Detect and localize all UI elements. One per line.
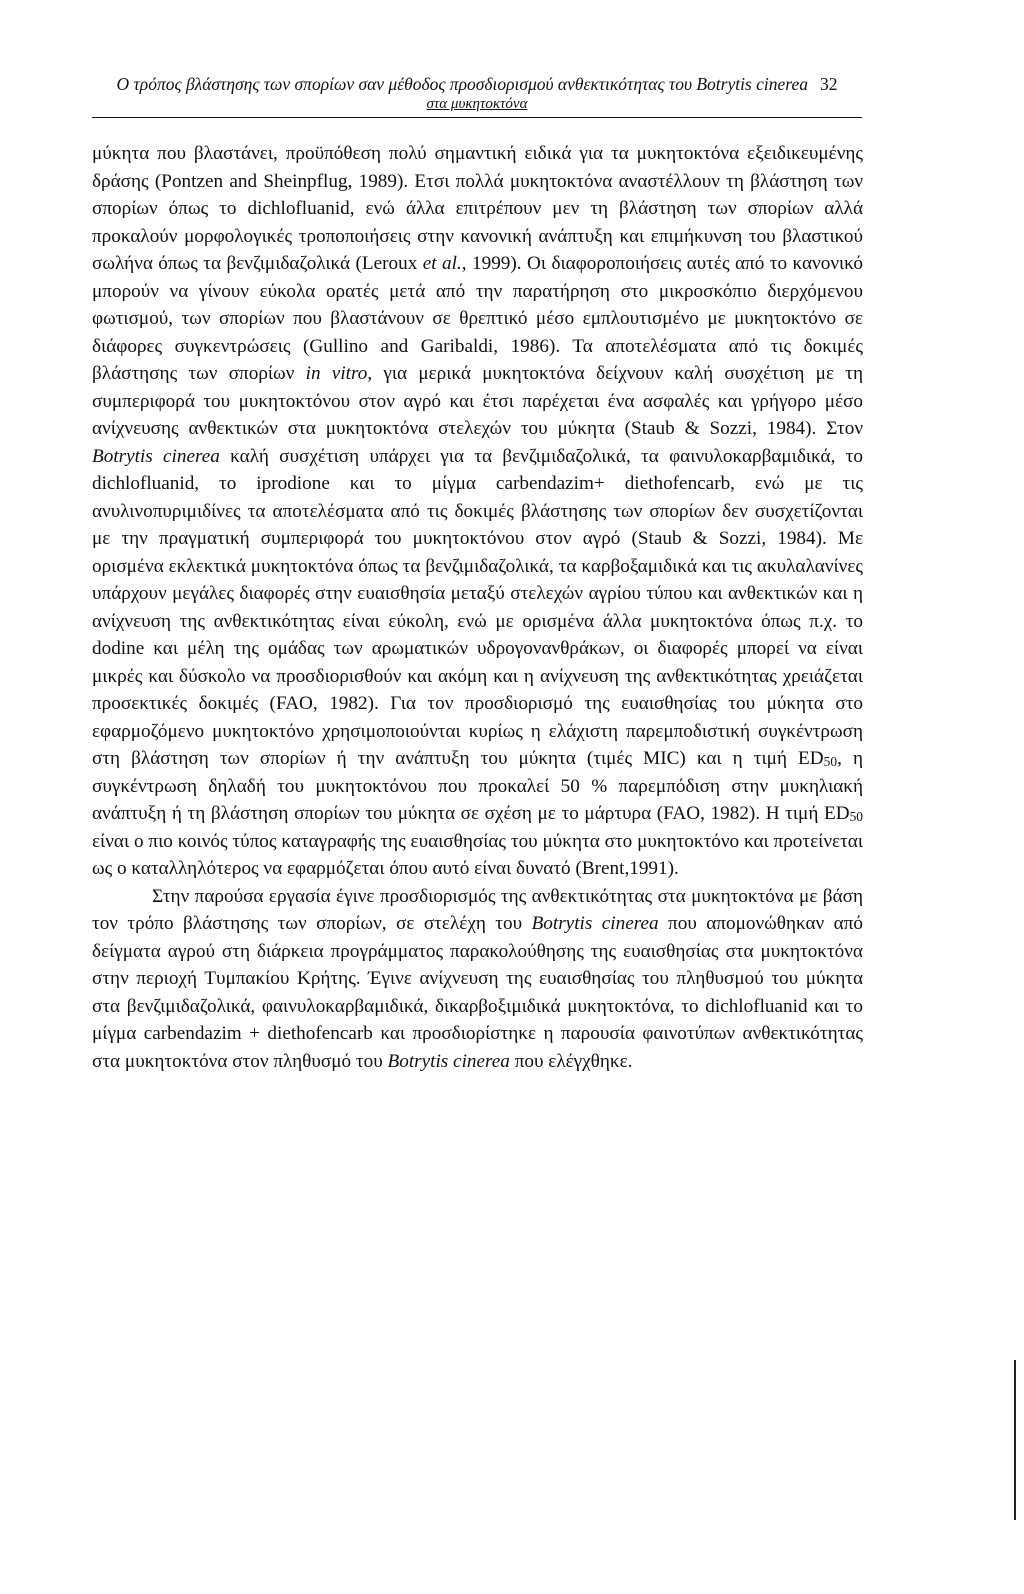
- paragraph-1: [92, 140, 863, 883]
- italic-run: Botrytis cinerea: [92, 445, 220, 467]
- page-number: 32: [819, 74, 838, 94]
- text-run: , η συγκέντρωση δηλαδή του μυκητοκτόνου που προκαλεί 50 % παρεμπόδιση στην μυκηλιακή ανάπτυξη ή τη βλάστηση σπορίων του μύκητα σε σχέση με το μάρτυρα (FAO, 1982). Η τιμή ED: [92, 748, 863, 824]
- italic-run: et al.: [422, 253, 462, 274]
- text-run: Στην παρούσα εργασία έγινε προσδιορισμός της ανθεκτικότητας στα μυκητοκτόνα με βάση τον τρόπο βλάστησης των σπορίων, σε στελέχη του: [92, 885, 863, 934]
- scan-edge-mark: [1014, 1360, 1016, 1520]
- text-run: που ελέγχθηκε.: [509, 1050, 633, 1072]
- text-run: καλή συσχέτιση υπάρχει για τα βενζιμιδαζολικά, τα φαινυλοκαρβαμιδικά, το dichlofluanid, το iprodione και το μίγμα carbendazim+ diethofencarb, ενώ με τις ανυλινοπυριμιδίνες τα αποτελέσματα από τις δοκιμές βλάστησης των σπορίων δεν συσχετίζονται με την πραγματική συμπεριφορά του μυκητοκτόνου στον αγρό (Staub & Sozzi, 1984). Με ορισμένα εκλεκτικά μυκητοκτόνα όπως τα βενζιμιδαζολικά, τα καρβοξαμιδικά και τις ακυλαλανίνες υπάρχουν μεγάλες διαφορές στην ευαισθησία μεταξύ στελεχών αγρίου τύπου και ανθεκτικών και η ανίχνευση της ανθεκτικότητας είναι εύκολη, ενώ με ορισμένα άλλα μυκητοκτόνα όπως π.χ. το dodine και μέλη της ομάδας των αρωματικών υδρογονανθράκων, οι διαφορές μπορεί να είναι μικρές και δύσκολο να προσδιορισθούν και ακόμη και η ανίχνευση της ανθεκτικότητας χρειάζεται προσεκτικές δοκιμές (FAO, 1982). Για τον προσδιορισμό της ευαισθησίας του μύκητα στο εφαρμοζόμενο μυκητοκτόνο χρησιμοποιούνται κυρίως η ελάχιστη παρεμποδιστική συγκέντρωση στη βλάστηση των σπορίων ή την ανάπτυξη του μύκητα (τιμές MIC) και η τιμή ED: [92, 445, 863, 769]
- header-title-line: [92, 73, 862, 95]
- header-subtitle: στα μυκητοκτόνα: [426, 96, 528, 112]
- text-run: , για μερικά μυκητοκτόνα δείχνουν καλή συσχέτιση με τη συμπεριφορά του μυκητοκτόνου στον αγρό και έτσι παρέχεται ένα ασφαλές και γρήγορο μέσο ανίχνευσης ανθεκτικών στα μυκητοκτόνα στελεχών του μύκητα (Staub & Sozzi, 1984). Στον: [92, 363, 863, 439]
- subscript: 50: [823, 754, 838, 770]
- running-header: [92, 73, 862, 113]
- subscript: 50: [849, 809, 863, 825]
- body-text: [92, 140, 863, 1075]
- italic-run: in vitro: [305, 363, 368, 384]
- text-run: που απομονώθηκαν από δείγματα αγρού στη διάρκεια προγράμματος παρακολούθησης της ευαισθησίας στα μυκητοκτόνα στην περιοχή Τυμπακίου Κρήτης. Έγινε ανίχνευση της ευαισθησίας του πληθυσμού του μύκητα στα βενζιμιδαζολικά, φαινυλοκαρβαμιδικά, δικαρβοξιμιδικά μυκητοκτόνα, το dichlofluanid και το μίγμα carbendazim + diethofencarb και προσδιορίστηκε η παρουσία φαινοτύπων ανθεκτικότητας στα μυκητοκτόνα στον πληθυσμό του: [92, 913, 864, 1072]
- paragraph-2: [92, 883, 863, 1076]
- text-run: , 1999). Οι διαφοροποιήσεις αυτές από το κανονικό μπορούν να γίνουν εύκολα ορατές μετά από την παρατήρηση στο μικροσκόπιο διερχόμενου φωτισμού, των σπορίων που βλαστάνουν σε θρεπτικό μέσο εμπλουτισμένο με μυκητοκτόνο σε διάφορες συγκεντρώσεις (Gullino and Garibaldi, 1986). Τα αποτελέσματα από τις δοκιμές βλάστησης των σπορίων: [92, 253, 863, 384]
- text-run: είναι ο πιο κοινός τύπος καταγραφής της ευαισθησίας του μύκητα στο μυκητοκτόνο και προτείνεται ως ο καταλληλότερος να εφαρμόζεται όπου αυτό είναι δυνατό (Brent,1991).: [92, 830, 863, 879]
- italic-run: Botrytis cinerea: [531, 913, 659, 934]
- text-run: μύκητα που βλαστάνει, προϋπόθεση πολύ σημαντική ειδικά για τα μυκητοκτόνα εξειδικευμένης δράσης (Pontzen and Sheinpflug, 1989). Ετσι πολλά μυκητοκτόνα αναστέλλουν τη βλάστηση των σπορίων όπως το dichlofluanid, ενώ άλλα επιτρέπουν μεν τη βλάστηση των σπορίων αλλά προκαλούν μορφολογικές τροποποιήσεις στην κανονική ανάπτυξη και επιμήκυνση του βλαστικού σωλήνα όπως τα βενζιμιδαζολικά (Leroux: [92, 143, 863, 274]
- header-rule: [92, 117, 862, 118]
- header-title: Ο τρόπος βλάστησης των σπορίων σαν μέθοδος προσδιορισμού ανθεκτικότητας του Botrytis cinerea: [116, 74, 808, 94]
- italic-run: Botrytis cinerea: [387, 1050, 510, 1072]
